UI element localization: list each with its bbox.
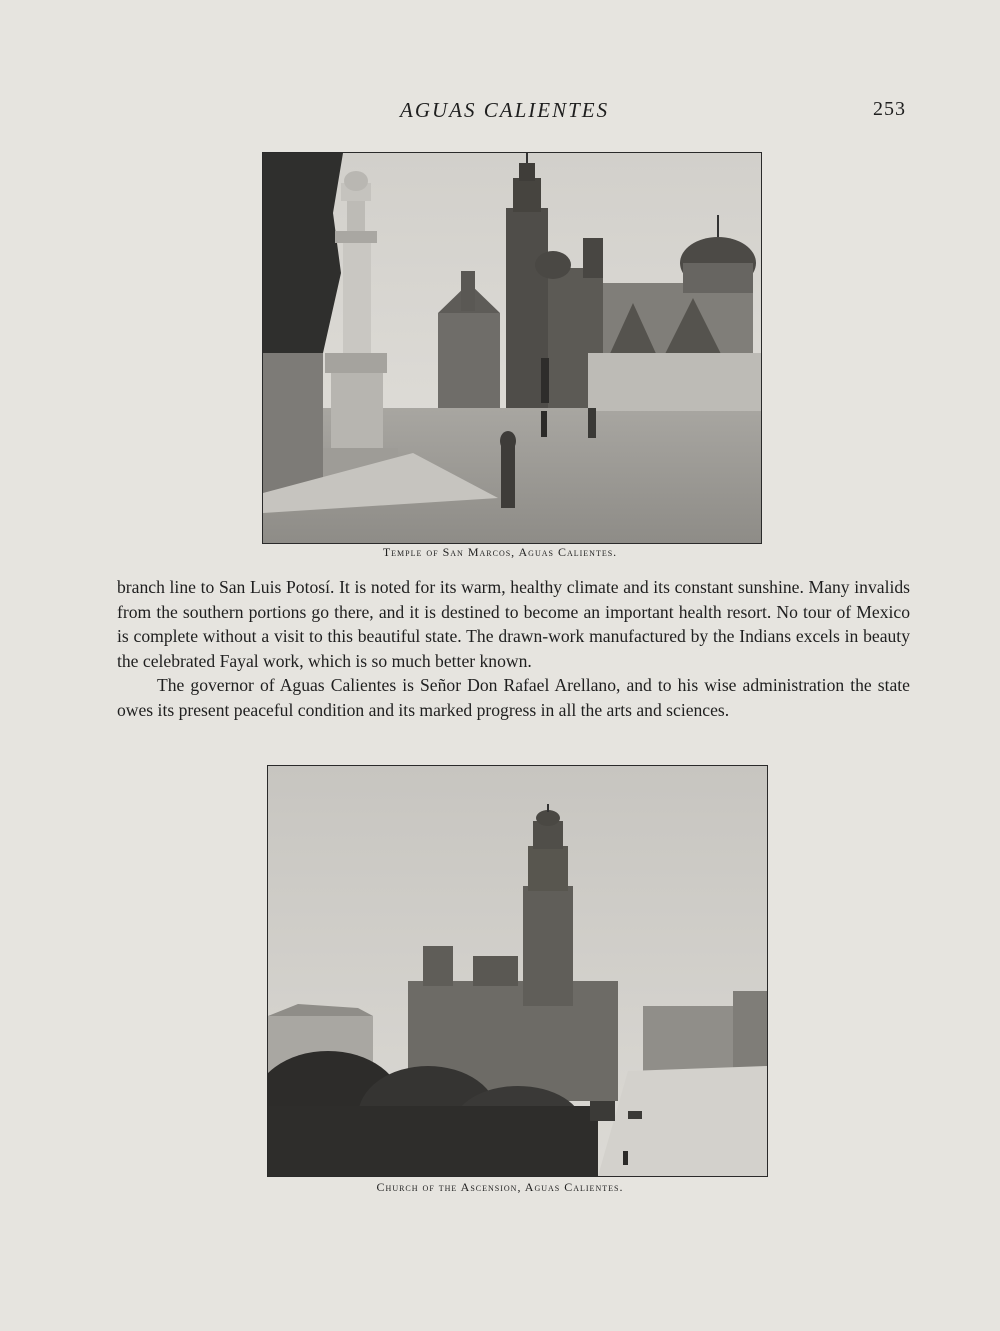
paragraph-2: The governor of Aguas Calientes is Señor Don Rafael Arellano, and to his wise administration the state owes its present peaceful condition and its marked progress in all the arts and sciences. [117,675,910,720]
paragraph-1: branch line to San Luis Potosí. It is noted for its warm, healthy climate and its constant sunshine. Many invalids from the southern portions go there, and it is destined to become an important health resort. No tour of Mexico is complete without a visit to this beautiful state. The drawn-work manufactured by the Indians excels in beauty the celebrated Fayal work, which is so much better known. [117,577,910,671]
figure-caption-2: Church of the Ascension, Aguas Calientes. [376,1180,624,1194]
photo-temple-of-san-marcos [262,152,762,544]
body-text [117,575,910,722]
figure-caption-1: Temple of San Marcos, Aguas Calientes. [382,545,618,559]
photo-church-of-the-ascension [267,765,768,1177]
page-number: 253 [873,98,906,120]
running-title: AGUAS CALIENTES [400,98,610,122]
running-head [0,98,1000,128]
